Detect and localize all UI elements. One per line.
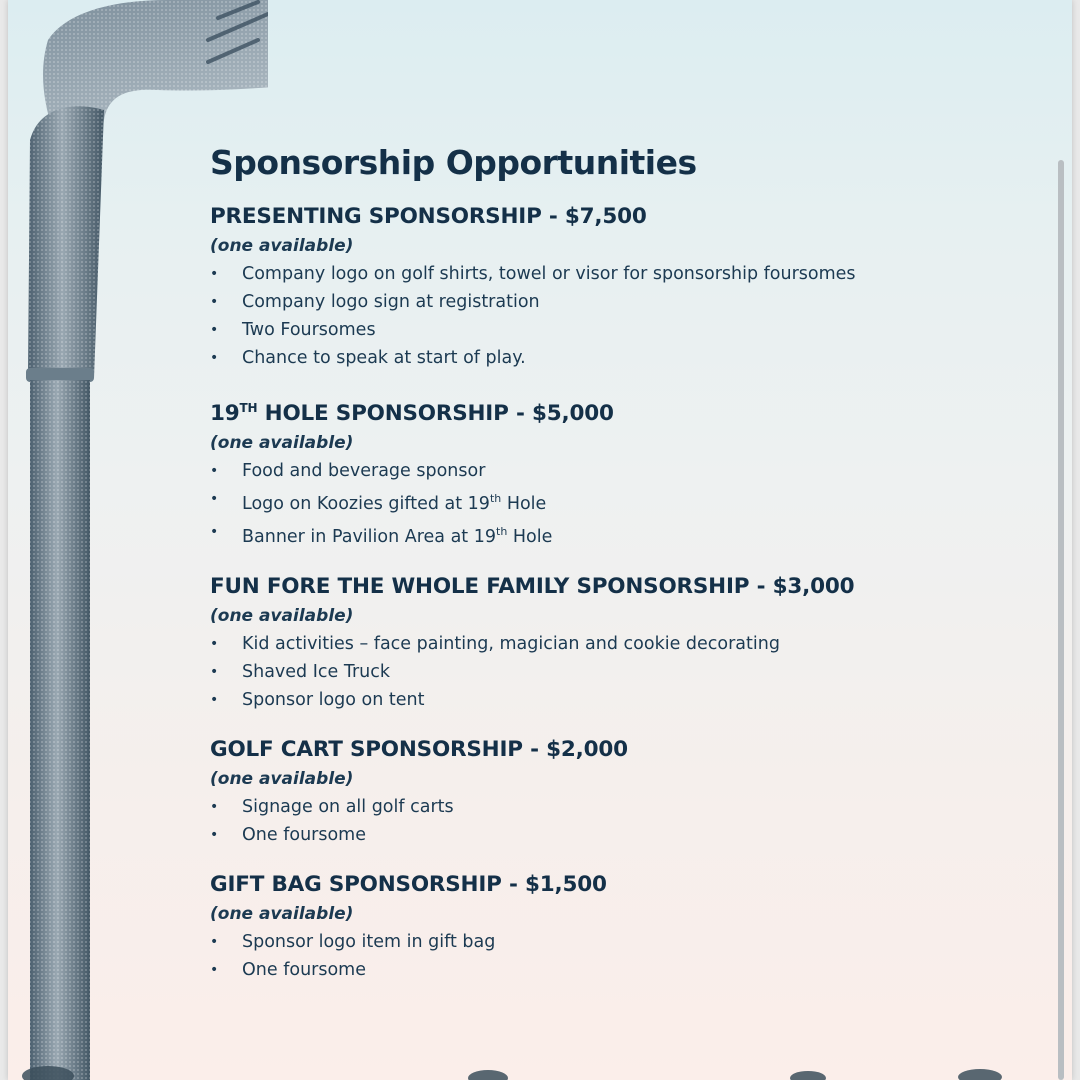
benefit-item: • Two Foursomes — [210, 316, 970, 344]
sponsorship-tier — [210, 202, 970, 372]
bullet-icon: • — [210, 691, 219, 708]
bullet-icon: • — [210, 294, 219, 310]
bullet-icon: • — [210, 933, 219, 950]
sponsorship-content — [210, 142, 970, 1005]
bullet-icon: • — [210, 463, 219, 479]
bullet-icon: • — [210, 798, 219, 815]
benefit-item: • Chance to speak at start of play. — [210, 344, 970, 372]
availability-note: (one available) — [210, 768, 354, 789]
tier-heading: PRESENTING SPONSORSHIP - $7,500 — [210, 204, 647, 229]
benefit-list — [210, 793, 970, 849]
availability-note: (one available) — [210, 605, 354, 626]
sponsorship-tier — [210, 870, 970, 984]
tier-heading: GIFT BAG SPONSORSHIP - $1,500 — [210, 871, 607, 897]
bullet-icon: • — [210, 266, 219, 282]
benefit-item: • Company logo on golf shirts, towel or visor for sponsorship foursomes — [210, 260, 970, 288]
benefit-item: • Sponsor logo item in gift bag — [210, 928, 970, 956]
sponsorship-tier — [210, 572, 970, 714]
benefit-item: • Shaved Ice Truck — [210, 658, 970, 686]
benefit-item: • One foursome — [210, 956, 970, 984]
benefit-list — [210, 928, 970, 984]
availability-note: (one available) — [210, 433, 354, 453]
bullet-icon: • — [210, 961, 219, 978]
tree-silhouette-icon — [8, 1050, 1072, 1080]
page-title: Sponsorship Opportunities — [210, 143, 697, 182]
bullet-icon: • — [210, 523, 219, 540]
benefit-item: • Logo on Koozies gifted at 19th Hole — [210, 485, 970, 518]
bullet-icon: • — [210, 663, 219, 680]
bullet-icon: • — [210, 635, 219, 652]
benefit-item: • Sponsor logo on tent — [210, 686, 970, 714]
benefit-item: • Kid activities – face painting, magician and cookie decorating — [210, 630, 970, 658]
benefit-item: • Signage on all golf carts — [210, 793, 970, 821]
benefit-list — [210, 260, 970, 372]
benefit-list — [210, 457, 970, 551]
availability-note: (one available) — [210, 236, 354, 256]
bullet-icon: • — [210, 491, 219, 507]
benefit-item: • Food and beverage sponsor — [210, 457, 970, 485]
tier-heading: FUN FORE THE WHOLE FAMILY SPONSORSHIP - $3,000 — [210, 573, 855, 599]
scrollbar-thumb[interactable] — [1058, 160, 1064, 1080]
bullet-icon: • — [210, 350, 219, 366]
sponsorship-tier — [210, 735, 970, 849]
bullet-icon: • — [210, 826, 219, 843]
benefit-item: • Company logo sign at registration — [210, 288, 970, 316]
sponsorship-tier — [210, 393, 970, 551]
benefit-item: • Banner in Pavilion Area at 19th Hole — [210, 518, 970, 551]
bullet-icon: • — [210, 322, 219, 338]
document-page — [8, 0, 1072, 1080]
vertical-scrollbar[interactable] — [1058, 160, 1064, 1080]
benefit-list — [210, 630, 970, 714]
tier-heading: 19TH HOLE SPONSORSHIP - $5,000 — [210, 401, 614, 426]
benefit-item: • One foursome — [210, 821, 970, 849]
availability-note: (one available) — [210, 903, 354, 924]
tier-heading: GOLF CART SPONSORSHIP - $2,000 — [210, 736, 628, 762]
